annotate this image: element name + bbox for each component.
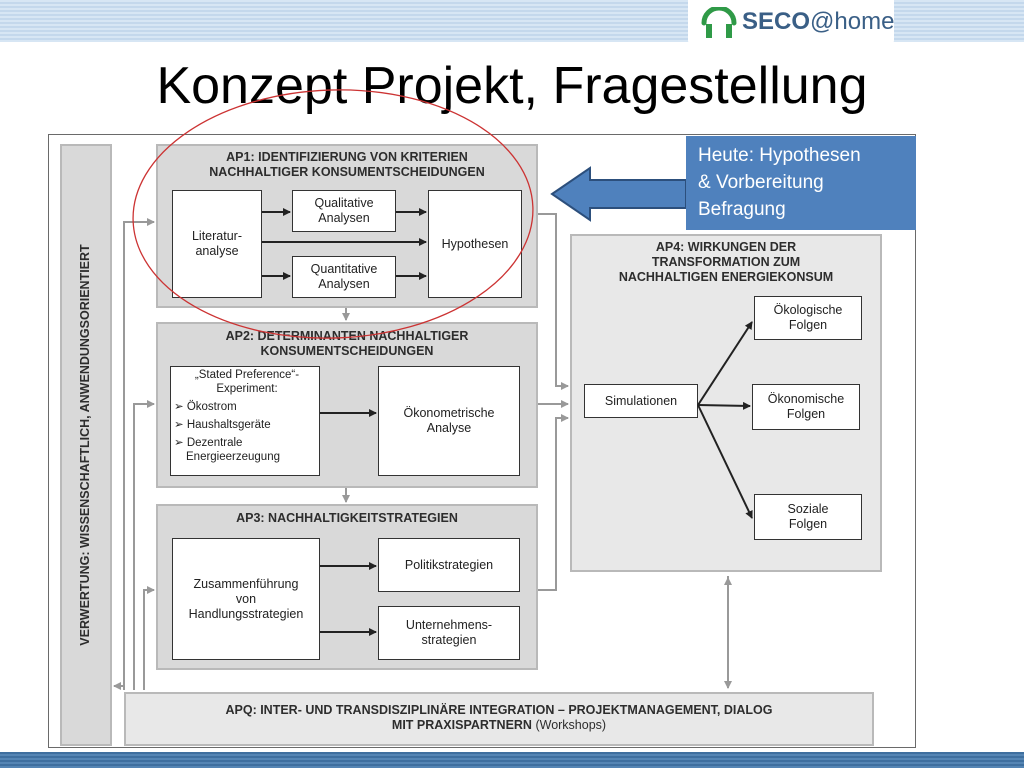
arrow-sim-oekologisch	[698, 322, 752, 405]
slide-title: Konzept Projekt, Fragestellung	[156, 57, 868, 115]
list-item: ➢ Dezentrale Energieerzeugung	[174, 437, 280, 463]
simulationen-box: Simulationen	[584, 384, 698, 418]
callout-box: Heute: Hypothesen & Vorbereitung Befragung	[686, 136, 916, 230]
arrow-ap1-ap4	[538, 214, 568, 386]
sidebar-label: VERWERTUNG: WISSENSCHAFTLICH, ANWENDUNGSORIENTIERT	[78, 244, 92, 646]
soziale-folgen-box: Soziale Folgen	[754, 494, 862, 540]
highlight-ellipse	[129, 83, 537, 345]
ap1-title: AP1: IDENTIFIZIERUNG VON KRITERIEN NACHHALTIGER KONSUMENTSCHEIDUNGEN	[209, 150, 485, 179]
politikstrategien-box: Politikstrategien	[378, 538, 520, 592]
qualitative-analysen-box: Qualitative Analysen	[292, 190, 396, 232]
apq-title: APQ: INTER- UND TRANSDISZIPLINÄRE INTEGRATION – PROJEKTMANAGEMENT, DIALOG MIT PRAXISPARTNERN (Workshops)	[225, 703, 773, 732]
logo-text: SECO@home	[742, 8, 895, 35]
experiment-heading-1: „Stated Preference“-	[194, 369, 300, 381]
unternehmensstrategien-box: Unternehmens- strategien	[378, 606, 520, 660]
ap3-title: AP3: NACHHALTIGKEITSTRATEGIEN	[236, 511, 458, 525]
ap2-title: AP2: DETERMINANTEN NACHHALTIGER KONSUMENTSCHEIDUNGEN	[225, 329, 469, 358]
callout-arrow	[552, 168, 686, 220]
arrow-left-ap1	[124, 222, 154, 690]
ap4-title: AP4: WIRKUNGEN DER TRANSFORMATION ZUM NACHHALTIGEN ENERGIEKONSUM	[618, 240, 834, 284]
arrow-sim-sozial	[698, 405, 752, 518]
list-item: ➢ Ökostrom	[174, 401, 237, 413]
bullet-arrow-icon: ➢	[174, 401, 187, 413]
hypothesen-box: Hypothesen	[428, 190, 522, 298]
arrow-left-ap3	[144, 590, 154, 690]
list-item: ➢ Haushaltsgeräte	[174, 419, 271, 431]
literaturanalyse-box: Literatur- analyse	[172, 190, 262, 298]
oekologische-folgen-box: Ökologische Folgen	[754, 296, 862, 340]
oekonometrische-analyse-box: Ökonometrische Analyse	[378, 366, 520, 476]
arrow-ap4-ap3	[538, 418, 568, 590]
zusammenfuehrung-box: Zusammenführung von Handlungsstrategien	[172, 538, 320, 660]
bullet-arrow-icon: ➢	[174, 437, 187, 449]
experiment-heading-2: Experiment:	[216, 383, 278, 395]
oekonomische-folgen-box: Ökonomische Folgen	[752, 384, 860, 430]
quantitative-analysen-box: Quantitative Analysen	[292, 256, 396, 298]
bullet-arrow-icon: ➢	[174, 419, 187, 431]
arrow-sim-oekonomisch	[698, 405, 750, 406]
